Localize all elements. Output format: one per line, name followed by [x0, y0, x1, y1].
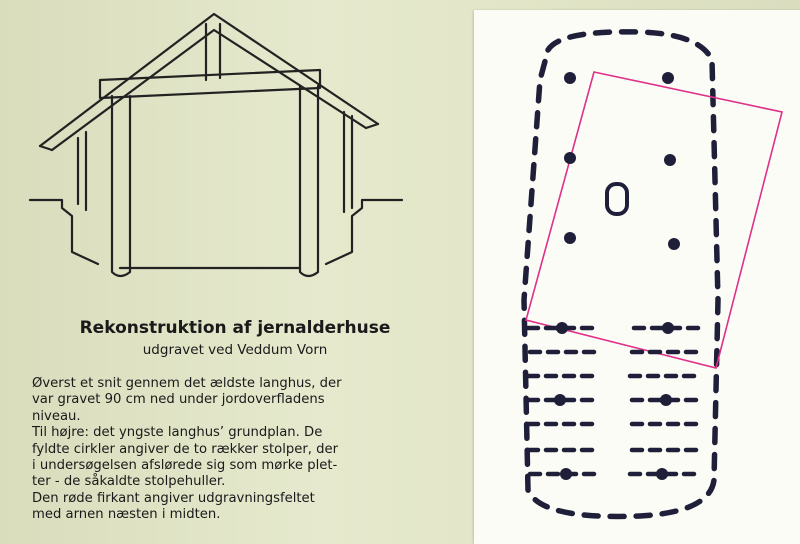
description-line: niveau. — [32, 408, 81, 424]
post-holes — [554, 72, 680, 480]
house-outline — [524, 32, 718, 517]
description-line: med arnen næsten i midten. — [32, 507, 221, 523]
dashed-post-rows — [528, 328, 704, 474]
description-line: Øverst et snit gennem det ældste langhus, der — [32, 376, 342, 391]
board-title: Rekonstruktion af jernalderhuse — [79, 318, 391, 338]
description-line: Den røde firkant angiver udgravningsfeltet — [32, 490, 315, 506]
board-subtitle: udgravet ved Veddum Vorn — [142, 342, 328, 358]
description-line: ter - de såkaldte stolpehuller. — [32, 474, 226, 490]
description-line: var gravet 90 cm ned under jordoverfladens — [32, 392, 325, 408]
description-line: fyldte cirkler angiver de to rækker stolper, der — [32, 441, 339, 457]
description-line: i undersøgelsen afslørede sig som mørke plet- — [32, 458, 338, 474]
description-line: Til højre: det yngste langhus’ grundplan. De — [32, 425, 323, 441]
hearth-symbol — [607, 184, 627, 214]
